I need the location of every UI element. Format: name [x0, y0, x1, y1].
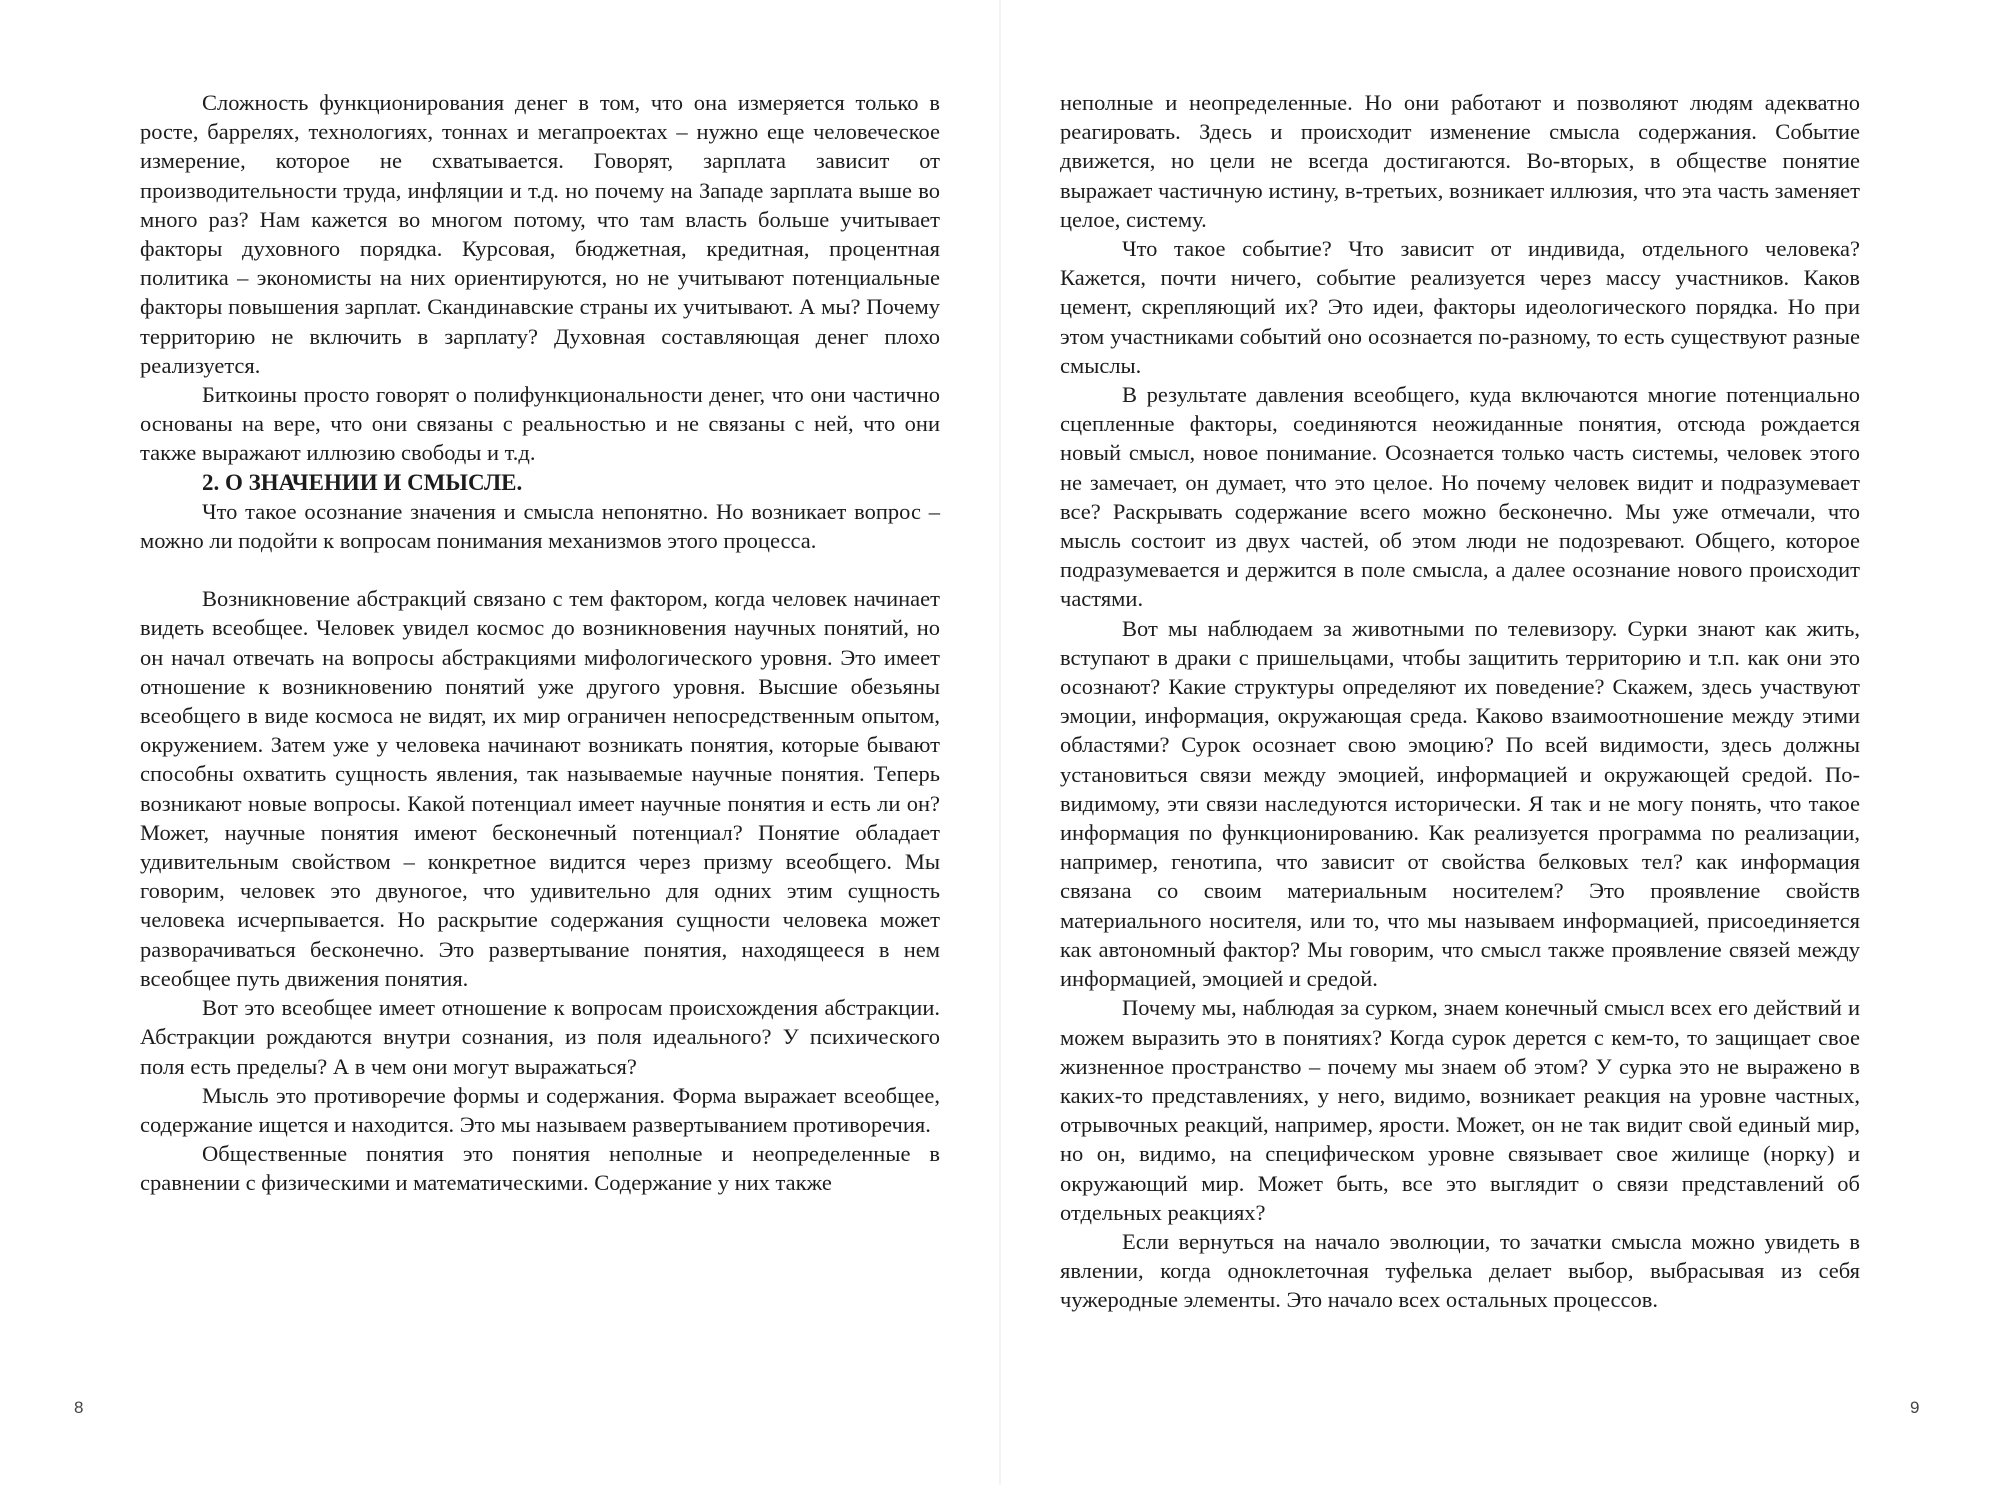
left-paragraph: Вот это всеобщее имеет отношение к вопросам происхождения абстракции. Абстракции рождаются внутри сознания, из поля идеального? У психического поля есть пределы? А в чем они могут выражаться?	[140, 995, 940, 1079]
left-paragraph: Биткоины просто говорят о полифункциональности денег, что они частично основаны на вере, что они связаны с реальностью и не связаны с ней, что они также выражают иллюзию свободы и т.д.	[140, 382, 940, 466]
section-heading: 2. О ЗНАЧЕНИИ И СМЫСЛЕ.	[202, 469, 523, 495]
left-page-text	[140, 88, 940, 1198]
right-page-text	[1060, 88, 1860, 1315]
left-paragraph: Сложность функционирования денег в том, что она измеряется только в росте, баррелях, технологиях, тоннах и мегапроектах – нужно еще человеческое измерение, которое не схватывается. Говорят, зарплата зависит от производительности труда, инфляции и т.д. но почему на Западе зарплата выше во много раз? Нам кажется во многом потому, что там власть больше учитывает факторы духовного порядка. Курсовая, бюджетная, кредитная, процентная политика – экономисты на них ориентируются, но не учитывают потенциальные факторы повышения зарплат. Скандинавские страны их учитывают. А мы? Почему территорию не включить в зарплату? Духовная составляющая денег плохо реализуется.	[140, 90, 940, 378]
left-paragraph-intro: Что такое осознание значения и смысла непонятно. Но возникает вопрос – можно ли подойти к вопросам понимания механизмов этого процесса.	[140, 498, 940, 554]
right-paragraph: В результате давления всеобщего, куда включаются многие потенциально сцепленные факторы, соединяются неожиданные понятия, отсюда рождается новый смысл, новое понимание. Осознается только часть системы, человек этого не замечает, он думает, что это целое. Но почему человек видит и подразумевает все? Раскрывать содержание всего можно бесконечно. Мы уже отмечали, что мысль состоит из двух частей, об этом люди не подозревают. Общего, которое подразумевается и держится в поле смысла, а далее осознание нового происходит частями.	[1060, 382, 1860, 612]
right-page-number: 9	[1910, 1398, 1920, 1417]
book-gutter	[999, 0, 1001, 1485]
right-paragraph: Если вернуться на начало эволюции, то зачатки смысла можно увидеть в явлении, когда одноклеточная туфелька делает выбор, выбрасывая из себя чужеродные элементы. Это начало всех остальных процессов.	[1060, 1228, 1860, 1313]
left-paragraph: Возникновение абстракций связано с тем фактором, когда человек начинает видеть всеобщее. Человек увидел космос до возникновения научных понятий, но он начал отвечать на вопросы абстракциями мифологического уровня. Это имеет отношение к возникновению понятий уже другого уровня. Высшие обезьяны всеобщего в виде космоса не видят, их мир ограничен непосредственным опытом, окружением. Затем уже у человека начинают возникать понятия, которые бывают способны охватить сущность явления, так называемые научные понятия. Теперь возникают новые вопросы. Какой потенциал имеет научные понятия и есть ли он? Может, научные понятия имеют бесконечный потенциал? Понятие обладает удивительным свойством – конкретное видится через призму всеобщего. Мы говорим, человек это двуногое, что удивительно для одних этим сущность человека исчерпывается. Но раскрытие содержания сущности человека может разворачиваться бесконечно. Это развертывание понятия, находящееся в нем всеобщее путь движения понятия.	[140, 586, 940, 991]
left-paragraph: Мысль это противоречие формы и содержания. Форма выражает всеобщее, содержание ищется и находится. Это мы называем развертыванием противоречия.	[140, 1082, 940, 1137]
right-paragraph: Вот мы наблюдаем за животными по телевизору. Сурки знают как жить, вступают в драки с пришельцами, чтобы защитить территорию и т.п. как они это осознают? Какие структуры определяют их поведение? Скажем, здесь участвуют эмоции, информация, окружающая среда. Каково взаимоотношение между этими областями? Сурок осознает свою эмоцию? По всей видимости, здесь должны установиться связи между эмоцией, информацией и окружающей средой. По-видимому, эти связи наследуются исторически. Я так и не могу понять, что такое информация по функционированию. Как реализуется программа по реализации, например, генотипа, что зависит от свойства белковых тел? как информация связана со своим материальным носителем? Это проявление свойств материального носителя, или то, что мы называем информацией, присоединяется как автономный фактор? Мы говорим, что смысл также проявление связей между информацией, эмоцией и средой.	[1060, 615, 1860, 992]
right-paragraph: Почему мы, наблюдая за сурком, знаем конечный смысл всех его действий и можем выразить это в понятиях? Когда сурок дерется с кем-то, то защищает свое жизненное пространство – почему мы знаем об этом? У сурка это не выражено в каких-то представлениях, у него, видимо, возникает реакция на уровне частных, отрывочных реакций, например, ярости. Может, он не так видит свой единый мир, но он, видимо, на специфическом уровне связывает свое жилище (норку) и окружающий мир. Может быть, все это выглядит о связи представлений об отдельных реакциях?	[1060, 995, 1860, 1225]
left-paragraph: Общественные понятия это понятия неполные и неопределенные в сравнении с физическими и математическими. Содержание у них также	[140, 1141, 940, 1196]
right-paragraph: Что такое событие? Что зависит от индивида, отдельного человека? Кажется, почти ничего, событие реализуется через массу участников. Каков цемент, скрепляющий их? Это идеи, факторы идеологического порядка. Но при этом участниками событий оно осознается по-разному, то есть существуют разные смыслы.	[1060, 236, 1860, 378]
right-paragraph-continued: неполные и неопределенные. Но они работают и позволяют людям адекватно реагировать. Здесь и происходит изменение смысла содержания. Событие движется, но цели не всегда достигаются. Во-вторых, в обществе понятие выражает частичную истину, в-третьих, возникает иллюзия, что эта часть заменяет целое, систему.	[1060, 90, 1860, 232]
left-page-number: 8	[74, 1398, 84, 1417]
